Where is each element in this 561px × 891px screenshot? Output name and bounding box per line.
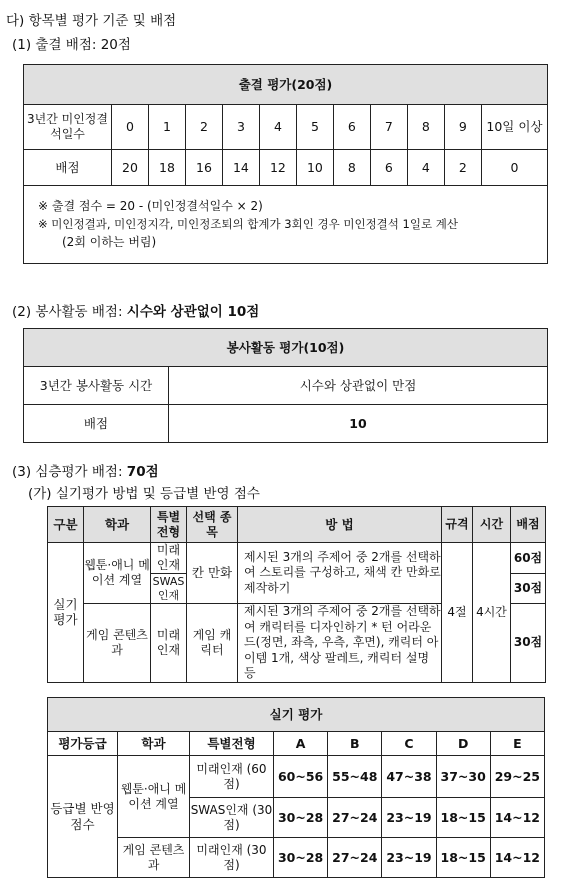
header-gubun: 구분: [48, 507, 84, 543]
score-cell: 6: [370, 150, 407, 186]
volunteer-table: [23, 328, 548, 443]
grade-header: 학과: [118, 732, 190, 756]
attendance-table: [23, 64, 548, 264]
grade-header: D: [436, 732, 490, 756]
grade-value: 30~28: [274, 798, 328, 838]
special-swas: SWAS 인재: [151, 574, 187, 604]
day-cell: 7: [370, 105, 407, 150]
grade-value: 37~30: [436, 756, 490, 798]
select-comic: 칸 만화: [187, 543, 238, 604]
grade-value: 23~19: [382, 838, 436, 878]
grade-value: 23~19: [382, 798, 436, 838]
s3-title-bold: 70점: [126, 464, 159, 480]
grade-value: 47~38: [382, 756, 436, 798]
score-label: 배점: [24, 150, 112, 186]
grade-value: 55~48: [328, 756, 382, 798]
grade-value: 27~24: [328, 798, 382, 838]
note-line: ※ 출결 점수 = 20 - (미인정결석일수 × 2): [38, 199, 263, 213]
method-comic: 제시된 3개의 주제어 중 2개를 선택하여 스토리를 구성하고, 채색 칸 만화로 제작하기: [238, 543, 442, 604]
header-time: 시간: [473, 507, 511, 543]
day-cell: 2: [185, 105, 222, 150]
header-method: 방 법: [238, 507, 442, 543]
size-cell: 4절: [442, 543, 473, 683]
note-line: (2회 이하는 버림): [62, 235, 157, 250]
day-cell: 9: [444, 105, 481, 150]
grade-table: [47, 697, 545, 878]
grade-label: 등급별 반영 점수: [48, 756, 118, 878]
score-cell: 20: [112, 150, 149, 186]
score-30-swas: 30점: [511, 574, 546, 604]
attendance-table-title: 출결 평가(20점): [24, 65, 548, 105]
grade-special: SWAS인재 (30점): [190, 798, 274, 838]
practical-method-table: [47, 506, 546, 683]
day-cell: 1: [148, 105, 185, 150]
score-cell: 14: [222, 150, 259, 186]
day-cell: 4: [259, 105, 296, 150]
grade-special: 미래인재 (30점): [190, 838, 274, 878]
day-cell: 10일 이상: [481, 105, 547, 150]
special-mirae-game: 미래 인재: [151, 604, 187, 683]
s2-title-bold: 시수와 상관없이 10점: [126, 304, 260, 320]
gubun-cell: 실기 평가: [48, 543, 84, 683]
day-cell: 0: [112, 105, 149, 150]
grade-value: 14~12: [490, 798, 544, 838]
day-cell: 5: [296, 105, 333, 150]
grade-table-title: 실기 평가: [48, 698, 545, 732]
header-dept: 학과: [84, 507, 151, 543]
score-30-game: 30점: [511, 604, 546, 683]
grade-value: 29~25: [490, 756, 544, 798]
score-60: 60점: [511, 543, 546, 574]
grade-dept-game: 게임 콘텐츠과: [118, 838, 190, 878]
s1-title-bold: 20점: [100, 37, 131, 53]
select-game-character: 게임 캐릭터: [187, 604, 238, 683]
score-cell: 16: [185, 150, 222, 186]
note-line: ※ 미인정결과, 미인정지각, 미인정조퇴의 합계가 3회인 경우 미인정결석 1일로 계산: [38, 216, 458, 231]
score-cell: 18: [148, 150, 185, 186]
grade-header: 특별전형: [190, 732, 274, 756]
grade-value: 27~24: [328, 838, 382, 878]
grade-special: 미래인재 (60점): [190, 756, 274, 798]
header-size: 규격: [442, 507, 473, 543]
score-cell: 12: [259, 150, 296, 186]
s3-title-prefix: (3) 심층평가 배점:: [12, 464, 127, 480]
grade-value: 18~15: [436, 838, 490, 878]
s2-title-prefix: (2) 봉사활동 배점:: [12, 304, 127, 320]
volunteer-hours-label: 3년간 봉사활동 시간: [24, 367, 169, 405]
dept-webtoon: 웹툰·애니 메이션 계열: [84, 543, 151, 604]
grade-header: A: [274, 732, 328, 756]
header-select: 선택 종목: [187, 507, 238, 543]
attendance-notes: [24, 186, 548, 264]
time-cell: 4시간: [473, 543, 511, 683]
grade-header: B: [328, 732, 382, 756]
day-cell: 3: [222, 105, 259, 150]
grade-dept-webtoon: 웹툰·애니 메이션 계열: [118, 756, 190, 838]
score-cell: 2: [444, 150, 481, 186]
day-cell: 8: [407, 105, 444, 150]
grade-header: E: [490, 732, 544, 756]
score-cell: 8: [333, 150, 370, 186]
volunteer-score-value: 10: [169, 405, 548, 443]
s1-title: [12, 33, 131, 53]
volunteer-score-label: 배점: [24, 405, 169, 443]
volunteer-hours-value: 시수와 상관없이 만점: [169, 367, 548, 405]
grade-header: C: [382, 732, 436, 756]
s2-title: [12, 300, 259, 320]
grade-value: 60~56: [274, 756, 328, 798]
volunteer-table-title: 봉사활동 평가(10점): [24, 329, 548, 367]
grade-header: 평가등급: [48, 732, 118, 756]
grade-value: 14~12: [490, 838, 544, 878]
score-cell: 10: [296, 150, 333, 186]
method-game: 제시된 3개의 주제어 중 2개를 선택하여 캐릭터를 디자인하기 * 턴 어라운드(정면, 좌측, 우측, 후면), 캐릭터 아이템 1개, 색상 팔레트, 캐릭터 설명 등: [238, 604, 442, 683]
header-score: 배점: [511, 507, 546, 543]
s3-subtitle: (가) 실기평가 방법 및 등급별 반영 점수: [28, 486, 260, 502]
grade-value: 30~28: [274, 838, 328, 878]
dept-game: 게임 콘텐츠과: [84, 604, 151, 683]
special-mirae: 미래 인재: [151, 543, 187, 574]
section-heading: 다) 항목별 평가 기준 및 배점: [6, 13, 177, 29]
absence-days-label: 3년간 미인정결석일수: [24, 105, 112, 150]
s1-title-prefix: (1) 출결 배점:: [12, 37, 101, 53]
header-special: 특별 전형: [151, 507, 187, 543]
score-cell: 4: [407, 150, 444, 186]
score-cell: 0: [481, 150, 547, 186]
s3-title: [12, 460, 159, 480]
day-cell: 6: [333, 105, 370, 150]
grade-value: 18~15: [436, 798, 490, 838]
